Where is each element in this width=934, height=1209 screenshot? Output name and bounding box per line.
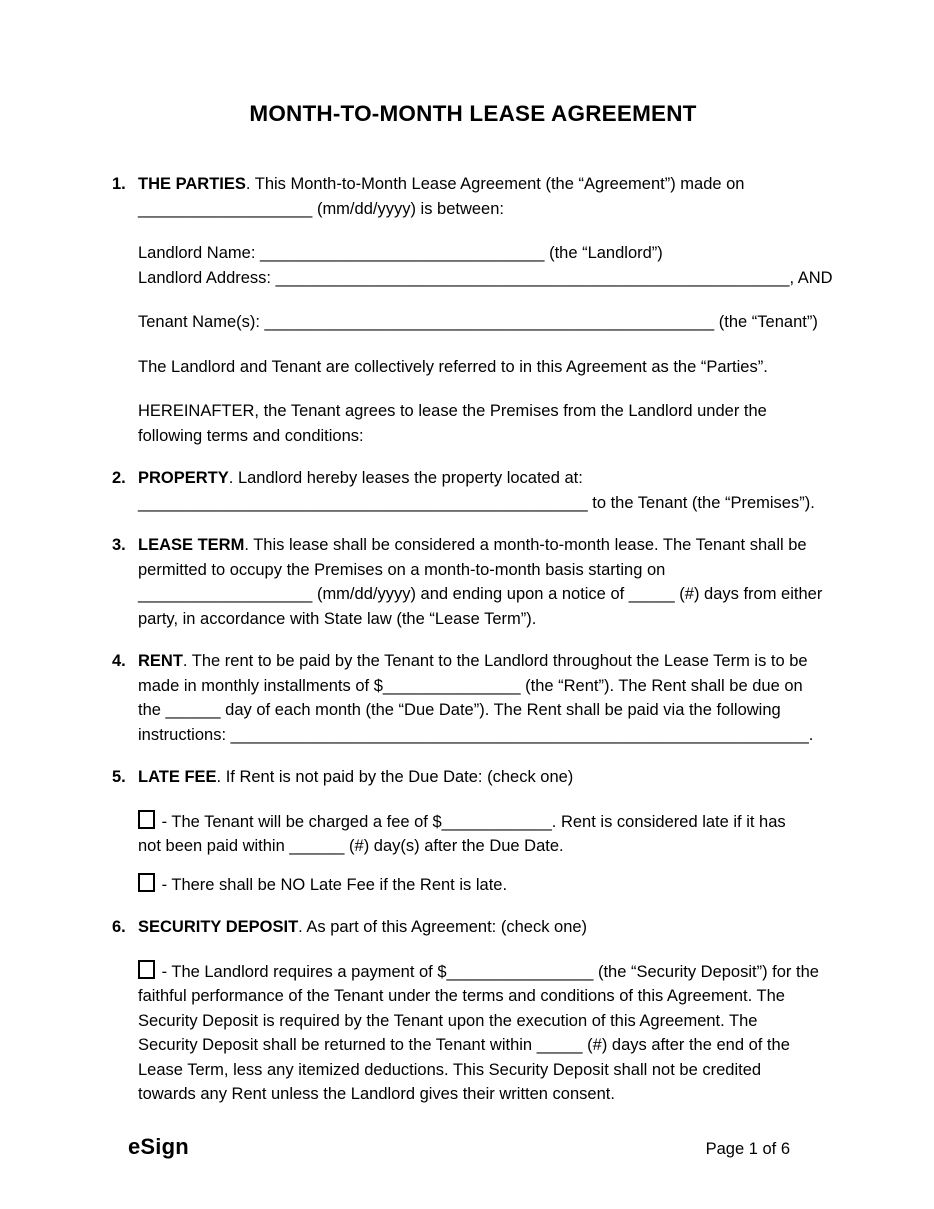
esign-logo: eSign: [128, 1134, 189, 1159]
tenant-name-label: Tenant Name(s):: [138, 313, 265, 331]
blank-landlord-address[interactable]: ________________________________________________________: [275, 268, 790, 287]
rent-text-2: made in monthly installments of $: [138, 676, 383, 695]
parties-collective-text: The Landlord and Tenant are collectively referred to in this Agreement as the “Parties”.: [138, 357, 768, 376]
page-title: MONTH-TO-MONTH LEASE AGREEMENT: [249, 101, 697, 126]
lease-term-text-2: permitted to occupy the Premises on a month-to-month basis starting on: [138, 560, 666, 579]
section-late-fee: [112, 765, 834, 897]
parties-intro-text: . This Month-to-Month Lease Agreement (the “Agreement”) made on: [245, 175, 745, 193]
section-parties-heading: THE PARTIES: [138, 175, 246, 193]
late-fee-option1-text-1: - The Tenant will be charged a fee of $: [157, 812, 442, 831]
blank-deposit-return-days[interactable]: _____: [536, 1036, 583, 1054]
section-rent: [112, 649, 834, 747]
security-deposit-text-7: Lease Term, less any itemized deductions. This Security Deposit shall not be credited: [138, 1060, 762, 1079]
tenant-block: [138, 310, 834, 335]
security-deposit-text-5: Security Deposit shall be returned to the Tenant within: [138, 1036, 537, 1054]
late-fee-option-none: [138, 873, 834, 898]
checkbox-security-deposit-required[interactable]: [138, 960, 155, 979]
security-deposit-text-2: (the “Security Deposit”) for the: [593, 962, 819, 981]
rent-text-1: . The rent to be paid by the Tenant to the Landlord throughout the Lease Term is to be: [182, 652, 808, 670]
blank-late-fee-amount[interactable]: ____________: [441, 812, 552, 831]
security-deposit-text-4: Security Deposit is required by the Tenant upon the execution of this Agreement. The: [138, 1011, 758, 1030]
security-deposit-intro-text: . As part of this Agreement: (check one): [298, 918, 588, 936]
blank-payment-instructions[interactable]: _______________________________________________________________: [230, 725, 809, 744]
security-deposit-text-1: - The Landlord requires a payment of $: [157, 962, 447, 981]
blank-rent-amount[interactable]: _______________: [382, 676, 521, 695]
page-indicator: Page 1 of 6: [705, 1140, 790, 1158]
section-late-fee-heading: LATE FEE: [138, 768, 217, 786]
blank-deposit-amount[interactable]: ________________: [446, 962, 594, 981]
landlord-block: [138, 241, 834, 290]
rent-text-6: instructions:: [138, 725, 231, 744]
section-parties-number: 1.: [112, 175, 126, 193]
checkbox-no-late-fee[interactable]: [138, 873, 155, 892]
lease-term-text-4: (#) days from either: [674, 585, 823, 603]
checkbox-late-fee-charged[interactable]: [138, 810, 155, 829]
security-deposit-option: [138, 960, 834, 1107]
section-lease-term: [112, 533, 834, 631]
section-late-fee-number: 5.: [112, 768, 126, 786]
late-fee-option1-text-2: . Rent is considered late if it has: [551, 812, 786, 831]
landlord-name-label: Landlord Name:: [138, 244, 260, 262]
rent-text-4: the: [138, 701, 166, 719]
blank-agreement-date[interactable]: ___________________: [138, 199, 313, 218]
blank-landlord-name[interactable]: _______________________________: [260, 244, 545, 262]
section-property-number: 2.: [112, 469, 126, 487]
blank-notice-days[interactable]: _____: [628, 585, 675, 603]
security-deposit-text-8: towards any Rent unless the Landlord gives their written consent.: [138, 1085, 615, 1103]
hereinafter-text-1: HEREINAFTER, the Tenant agrees to lease the Premises from the Landlord under the: [138, 402, 767, 420]
security-deposit-text-6: (#) days after the end of the: [582, 1036, 790, 1054]
section-security-deposit-heading: SECURITY DEPOSIT: [138, 918, 299, 936]
blank-due-day[interactable]: ______: [165, 701, 221, 719]
rent-text-3: (the “Rent”). The Rent shall be due on: [520, 676, 803, 695]
section-security-deposit-number: 6.: [112, 918, 126, 936]
section-property: [112, 466, 834, 515]
late-fee-option1-text-4: (#) day(s) after the Due Date.: [344, 837, 564, 855]
blank-lease-start-date[interactable]: ___________________: [138, 585, 313, 603]
section-rent-number: 4.: [112, 652, 126, 670]
blank-tenant-name[interactable]: _________________________________________________: [264, 313, 715, 331]
late-fee-option2-text: - There shall be NO Late Fee if the Rent is late.: [157, 875, 508, 894]
landlord-name-suffix: (the “Landlord”): [544, 244, 663, 262]
section-security-deposit: [112, 915, 834, 1107]
landlord-address-label: Landlord Address:: [138, 268, 276, 287]
parties-collective-paragraph: [138, 355, 834, 380]
lease-term-text-5: party, in accordance with State law (the “Lease Term”).: [138, 609, 537, 628]
page-footer: [128, 1134, 790, 1162]
late-fee-option1-text-3: not been paid within: [138, 837, 290, 855]
property-suffix-text: to the Tenant (the “Premises”).: [587, 493, 815, 512]
lease-term-text-3: (mm/dd/yyyy) and ending upon a notice of: [312, 585, 629, 603]
section-parties: [112, 172, 834, 448]
section-lease-term-heading: LEASE TERM: [138, 536, 245, 554]
property-intro-text: . Landlord hereby leases the property located at:: [228, 469, 583, 487]
section-lease-term-number: 3.: [112, 536, 126, 554]
section-rent-heading: RENT: [138, 652, 183, 670]
rent-text-5: day of each month (the “Due Date”). The Rent shall be paid via the following: [220, 701, 781, 719]
tenant-name-suffix: (the “Tenant”): [714, 313, 818, 331]
rent-text-7: .: [808, 725, 814, 744]
blank-late-days[interactable]: ______: [289, 837, 345, 855]
lease-term-text-1: . This lease shall be considered a month-to-month lease. The Tenant shall be: [244, 536, 807, 554]
landlord-address-suffix: , AND: [789, 268, 833, 287]
late-fee-intro-text: . If Rent is not paid by the Due Date: (check one): [216, 768, 574, 786]
security-deposit-text-3: faithful performance of the Tenant under the terms and conditions of this Agreement. The: [138, 987, 785, 1005]
hereinafter-paragraph: [138, 399, 834, 448]
blank-property-address[interactable]: _________________________________________________: [138, 493, 588, 512]
section-property-heading: PROPERTY: [138, 469, 229, 487]
late-fee-option-charged: [138, 810, 834, 859]
parties-intro-text-2: (mm/dd/yyyy) is between:: [312, 199, 504, 218]
hereinafter-text-2: following terms and conditions:: [138, 426, 364, 445]
